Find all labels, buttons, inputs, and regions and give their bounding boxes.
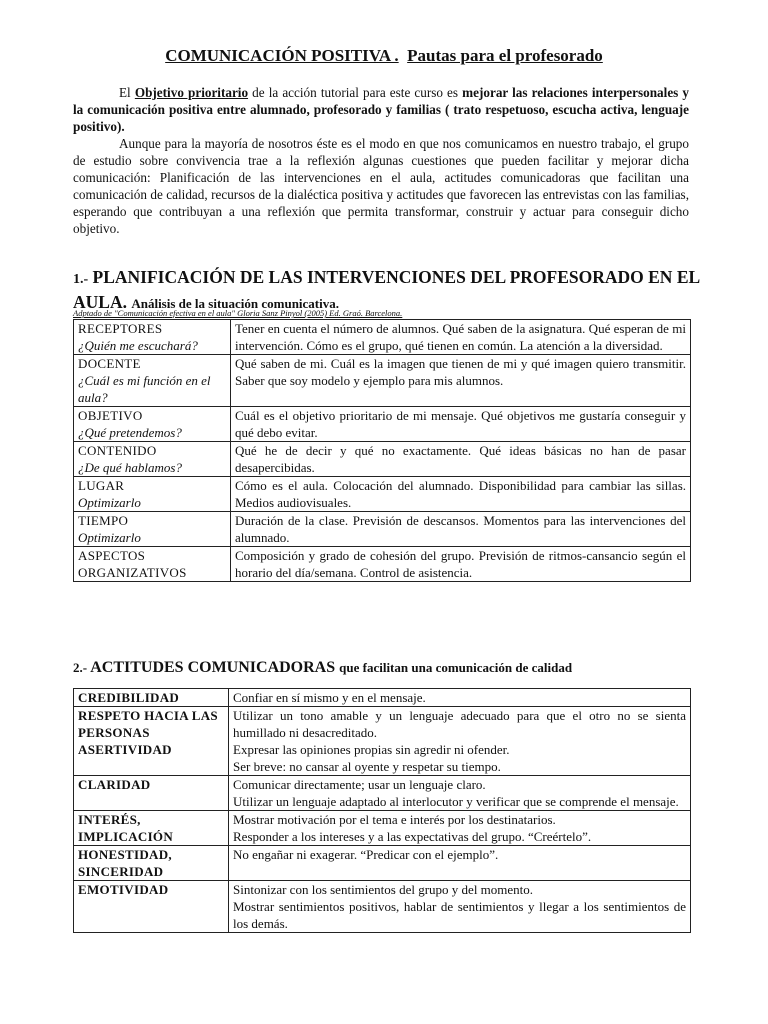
planning-row — [74, 442, 691, 477]
planning-table — [73, 319, 691, 582]
planning-row-label: LUGAR — [78, 478, 125, 493]
planning-row-question: Optimizarlo — [78, 495, 141, 510]
attitude-line: Ser breve: no cansar al oyente y respetar su tiempo. — [233, 759, 501, 774]
attitude-label: EMOTIVIDAD — [74, 881, 229, 933]
planning-row-label-cell — [74, 407, 231, 442]
planning-row-label: RECEPTORES — [78, 321, 163, 336]
attitude-label: INTERÉS, IMPLICACIÓN — [74, 811, 229, 846]
planning-row-text: Tener en cuenta el número de alumnos. Qué saben de la asignatura. Qué esperan de mi intervención. Cómo es el grupo, qué tienen en común. La atención a la diversidad. — [231, 320, 691, 355]
intro-objective-label: Objetivo prioritario — [134, 85, 249, 100]
section-2-heading — [73, 659, 572, 677]
attitude-row — [74, 707, 691, 776]
attitude-label: CREDIBILIDAD — [74, 689, 229, 707]
planning-row-text: Qué he de decir y qué no exactamente. Qué ideas básicas no han de pasar desapercibidas. — [231, 442, 691, 477]
section-1-source: Adptado de "Comunicación efectiva en el aula" Gloria Sanz Pinyol (2005) Ed. Graó. Barcelona. — [73, 308, 403, 318]
section-1-title: PLANIFICACIÓN DE LAS INTERVENCIONES DEL PROFESORADO EN EL AULA. — [73, 267, 700, 312]
attitude-text-cell — [229, 776, 691, 811]
planning-row — [74, 512, 691, 547]
planning-row-text: Qué saben de mi. Cuál es la imagen que tienen de mi y qué imagen quiero transmitir. Saber que soy modelo y ejemplo para mis alumnos. — [231, 355, 691, 407]
planning-row-label-cell — [74, 320, 231, 355]
attitude-text-cell — [229, 811, 691, 846]
attitude-label: RESPETO HACIA LAS PERSONAS ASERTIVIDAD — [74, 707, 229, 776]
planning-row-label-cell — [74, 512, 231, 547]
attitude-row — [74, 881, 691, 933]
attitude-row — [74, 811, 691, 846]
title-main: COMUNICACIÓN POSITIVA . — [165, 46, 399, 65]
planning-row-question: ¿De qué hablamos? — [78, 460, 182, 475]
planning-row-text: Cuál es el objetivo prioritario de mi mensaje. Qué objetivos me gustaría conseguir y qué debo evitar. — [231, 407, 691, 442]
title-sub: Pautas para el profesorado — [407, 46, 603, 65]
planning-row-label-cell — [74, 442, 231, 477]
intro-text — [73, 84, 689, 237]
attitude-label: CLARIDAD — [74, 776, 229, 811]
planning-row — [74, 547, 691, 582]
section-2-title: ACTITUDES COMUNICADORAS — [90, 659, 336, 676]
planning-row-label: TIEMPO — [78, 513, 129, 528]
planning-row-text: Composición y grado de cohesión del grupo. Previsión de ritmos-cansancio según el horario del día/semana. Control de asistencia. — [231, 547, 691, 582]
attitudes-table — [73, 688, 691, 933]
attitude-line: No engañar ni exagerar. “Predicar con el ejemplo”. — [233, 847, 499, 862]
attitude-line: Expresar las opiniones propias sin agredir ni ofender. — [233, 742, 510, 757]
page-title — [0, 46, 768, 66]
planning-row — [74, 355, 691, 407]
attitude-line: Comunicar directamente; usar un lenguaje claro. — [233, 777, 486, 792]
planning-row-text: Duración de la clase. Previsión de descansos. Momentos para las intervenciones del alumnado. — [231, 512, 691, 547]
intro-paragraph-1 — [73, 84, 689, 135]
attitude-line: Sintonizar con los sentimientos del grupo y del momento. — [233, 882, 534, 897]
planning-row-question: ¿Cuál es mi función en el aula? — [78, 373, 211, 405]
attitude-line: Utilizar un tono amable y un lenguaje adecuado para que el otro no se sienta humillado ni desacreditado. — [233, 708, 686, 740]
planning-row-question: Optimizarlo — [78, 530, 141, 545]
planning-row-label: DOCENTE — [78, 356, 141, 371]
planning-row-label: CONTENIDO — [78, 443, 157, 458]
attitude-text-cell — [229, 707, 691, 776]
planning-row-text: Cómo es el aula. Colocación del alumnado. Disponibilidad para cambiar las sillas. Medios audiovisuales. — [231, 477, 691, 512]
attitude-line: Mostrar sentimientos positivos, hablar de sentimientos y llegar a los sentimientos de los demás. — [233, 899, 686, 931]
attitude-text-cell — [229, 689, 691, 707]
attitude-line: Mostrar motivación por el tema e interés por los destinatarios. — [233, 812, 556, 827]
intro-p1-c: de la acción tutorial para este curso es — [248, 85, 463, 100]
attitude-text-cell — [229, 881, 691, 933]
section-2-number: 2.- — [73, 660, 88, 675]
attitude-line: Confiar en sí mismo y en el mensaje. — [233, 690, 426, 705]
planning-row-label: ASPECTOS ORGANIZATIVOS — [78, 548, 187, 580]
section-1-number: 1.- — [73, 272, 89, 287]
attitude-row — [74, 846, 691, 881]
attitude-row — [74, 776, 691, 811]
attitude-row — [74, 689, 691, 707]
intro-paragraph-2: Aunque para la mayoría de nosotros éste es el modo en que nos comunicamos en nuestro trabajo, el grupo de estudio sobre convivencia trae a la reflexión algunas cuestiones que pueden facilitar y mejorar dicha comunicación: Planificación de las intervenciones en el aula, actitudes comunicadoras que facilitan una comunicación de calidad, recursos de la dialéctica positiva y actitudes que favorecen las entrevistas con las familias, esperando que contribuyan a una reflexión que permita transformar, construir y actuar para conseguir dicho objetivo. — [73, 136, 689, 236]
section-1-subtitle: Análisis de la situación comunicativa. — [131, 296, 340, 311]
planning-row-label-cell — [74, 547, 231, 582]
attitude-label: HONESTIDAD, SINCERIDAD — [74, 846, 229, 881]
section-2-subtitle: que facilitan una comunicación de calidad — [339, 660, 573, 675]
planning-row — [74, 320, 691, 355]
planning-row-question: ¿Qué pretendemos? — [78, 425, 182, 440]
attitude-line: Responder a los intereses y a las expectativas del grupo. “Creértelo”. — [233, 829, 592, 844]
planning-row-label-cell — [74, 477, 231, 512]
planning-row-question: ¿Quién me escuchará? — [78, 338, 198, 353]
planning-row — [74, 407, 691, 442]
attitude-text-cell — [229, 846, 691, 881]
planning-row — [74, 477, 691, 512]
intro-p1-a: El — [119, 85, 135, 100]
planning-row-label: OBJETIVO — [78, 408, 143, 423]
attitude-line: Utilizar un lenguaje adaptado al interlocutor y verificar que se comprende el mensaje. — [233, 794, 679, 809]
intro-objective-text: mejorar las relaciones interpersonales y la comunicación positiva entre alumnado, profesorado y familias ( trato respetuoso, escucha activa, lenguaje positivo). — [73, 85, 689, 134]
planning-row-label-cell — [74, 355, 231, 407]
